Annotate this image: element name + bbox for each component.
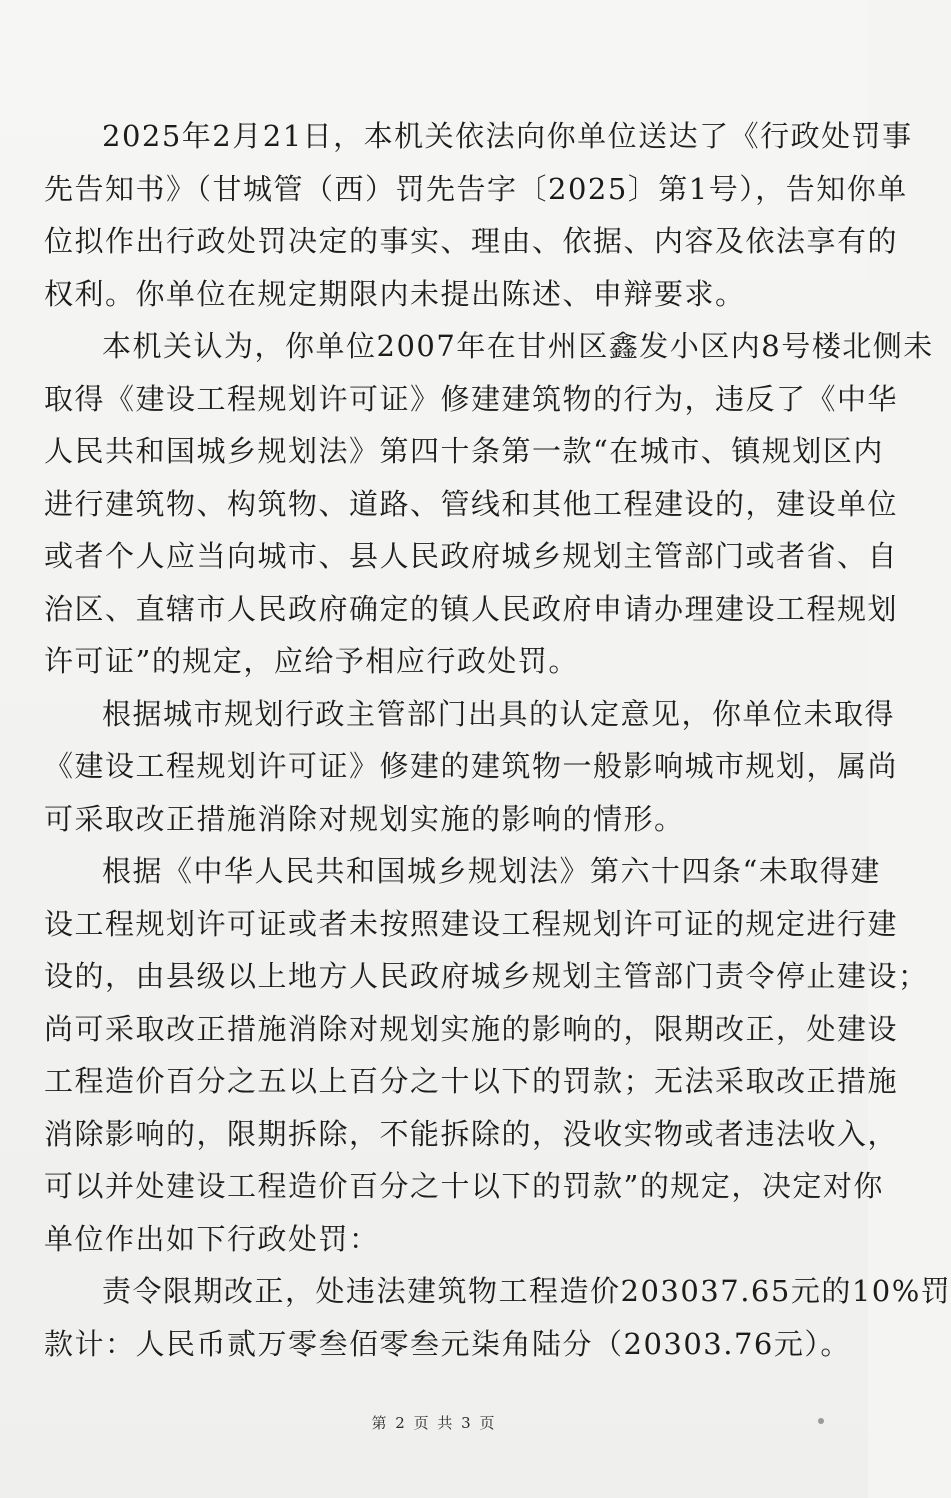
- text-line: 责令限期改正，处违法建筑物工程造价203037.65元的10%罚: [102, 1274, 951, 1308]
- scan-speck: [818, 1418, 824, 1424]
- text-line: 可以并处建设工程造价百分之十以下的罚款”的规定，决定对你: [44, 1169, 884, 1203]
- text-line: 取得《建设工程规划许可证》修建建筑物的行为，违反了《中华: [44, 381, 899, 416]
- paragraph-legal-basis: [44, 845, 929, 1265]
- text-line: 工程造价百分之五以上百分之十以下的罚款；无法采取改正措施: [44, 1064, 899, 1098]
- text-line: 2025年2月21日，本机关依法向你单位送达了《行政处罚事: [102, 119, 913, 153]
- text-line: 进行建筑物、构筑物、道路、管线和其他工程建设的，建设单位: [44, 486, 899, 521]
- text-line: 消除影响的，限期拆除，不能拆除的，没收实物或者违法收入，: [44, 1116, 899, 1151]
- paragraph-violation-finding: [44, 320, 934, 688]
- text-line: 许可证”的规定，应给予相应行政处罚。: [44, 644, 579, 678]
- text-line: 可采取改正措施消除对规划实施的影响的情形。: [44, 801, 685, 836]
- text-line: 单位作出如下行政处罚：: [44, 1221, 380, 1256]
- page-number: 第 2 页 共 3 页: [371, 1414, 497, 1432]
- paragraph-planning-opinion: [44, 688, 899, 846]
- text-line: 款计：人民币贰万零叁佰零叁元柒角陆分（20303.76元）。: [44, 1326, 851, 1361]
- text-line: 设工程规划许可证或者未按照建设工程规划许可证的规定进行建: [44, 906, 899, 941]
- text-line: 本机关认为，你单位2007年在甘州区鑫发小区内8号楼北侧未: [102, 329, 934, 363]
- text-line: 尚可采取改正措施消除对规划实施的影响的，限期改正，处建设: [44, 1011, 899, 1046]
- paragraph-notice-delivery: [44, 110, 913, 320]
- text-line: 根据《中华人民共和国城乡规划法》第六十四条“未取得建: [102, 854, 881, 888]
- paragraph-penalty-decision: [44, 1265, 951, 1370]
- text-line: 《建设工程规划许可证》修建的建筑物一般影响城市规划，属尚: [44, 749, 899, 783]
- document-body: [44, 110, 951, 1370]
- text-line: 根据城市规划行政主管部门出具的认定意见，你单位未取得: [102, 696, 896, 731]
- text-line: 设的，由县级以上地方人民政府城乡规划主管部门责令停止建设；: [44, 959, 929, 993]
- text-line: 先告知书》（甘城管（西）罚先告字〔2025〕第1号），告知你单: [44, 171, 908, 206]
- text-line: 或者个人应当向城市、县人民政府城乡规划主管部门或者省、自: [44, 539, 899, 573]
- text-line: 权利。你单位在规定期限内未提出陈述、申辩要求。: [44, 276, 746, 311]
- text-line: 位拟作出行政处罚决定的事实、理由、依据、内容及依法享有的: [44, 224, 899, 258]
- text-line: 人民共和国城乡规划法》第四十条第一款“在城市、镇规划区内: [44, 434, 884, 468]
- text-line: 治区、直辖市人民政府确定的镇人民政府申请办理建设工程规划: [44, 591, 899, 626]
